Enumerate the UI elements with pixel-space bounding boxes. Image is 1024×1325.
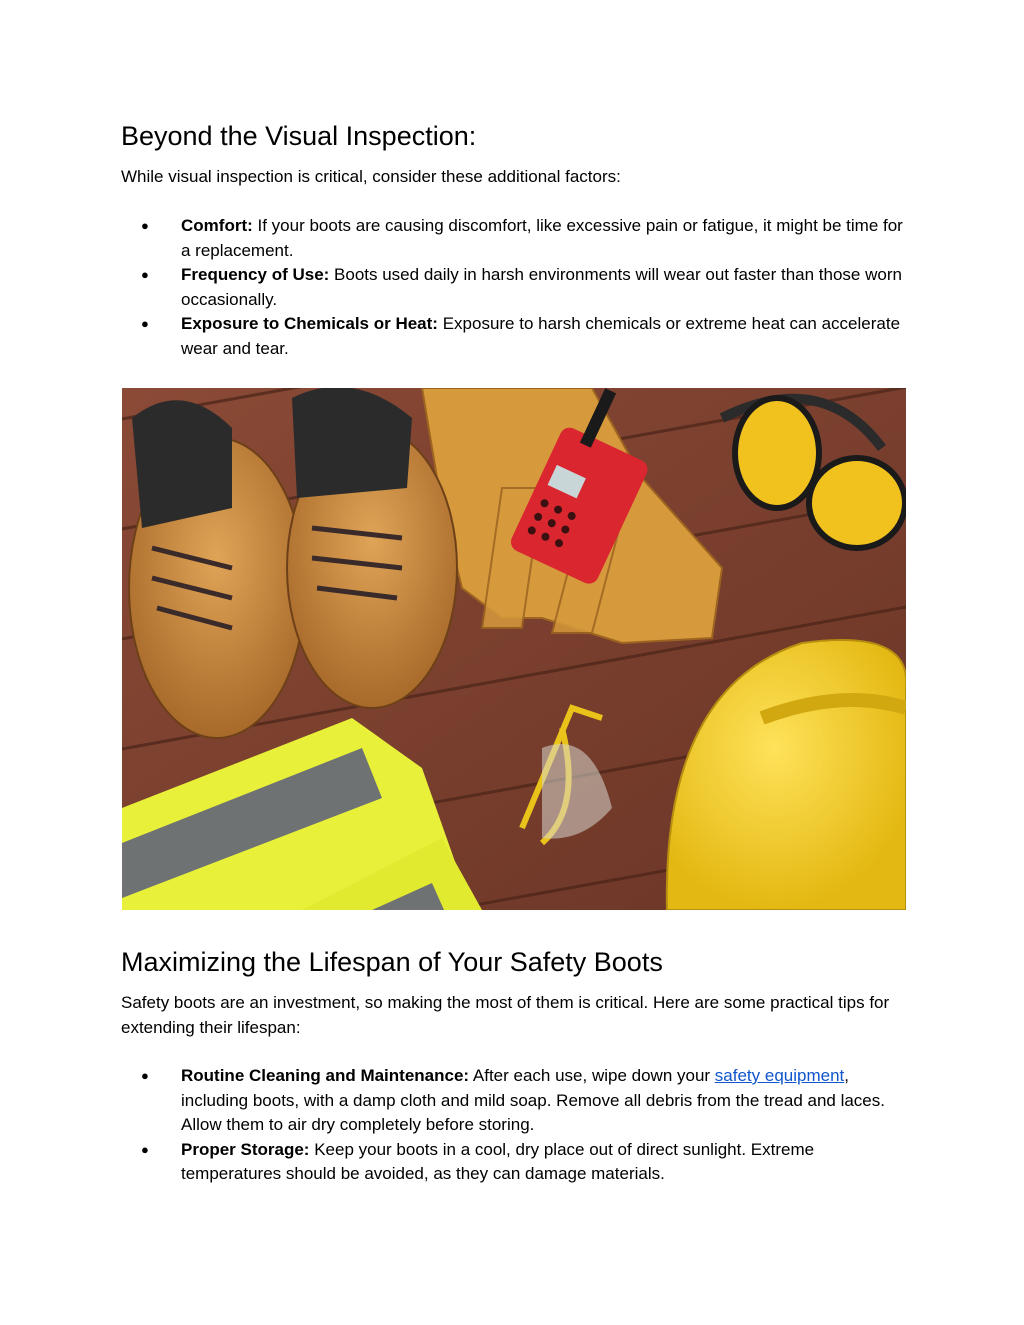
- list-item-term: Routine Cleaning and Maintenance:: [181, 1066, 470, 1085]
- bullet-icon: ●: [141, 1068, 149, 1083]
- section-heading-lifespan: Maximizing the Lifespan of Your Safety Boots: [121, 947, 663, 977]
- list-item: [121, 1138, 911, 1187]
- section-heading-visual-inspection: Beyond the Visual Inspection:: [121, 121, 477, 151]
- list-item-text: Keep your boots in a cool, dry place out of direct sunlight. Extreme temperatures should be avoided, as they can damage materials.: [181, 1139, 815, 1183]
- list-item-text: Exposure to harsh chemicals or extreme heat can accelerate wear and tear.: [181, 314, 901, 358]
- list-item-text: , including boots, with a damp cloth and mild soap. Remove all debris from the tread and laces. Allow them to air dry completely before storing.: [181, 1066, 885, 1134]
- list-item-term: Proper Storage:: [181, 1139, 310, 1159]
- list-item-text: If your boots are causing discomfort, like excessive pain or fatigue, it might be time for a replacement.: [181, 216, 903, 260]
- bullet-icon: ●: [141, 267, 149, 282]
- list-item: [121, 312, 911, 361]
- list-item-term: Comfort:: [181, 216, 253, 235]
- list-item: [121, 1064, 911, 1138]
- list-item: [121, 214, 911, 263]
- list-item-text: Boots used daily in harsh environments will wear out faster than those worn occasionally.: [181, 265, 902, 309]
- bullet-icon: ●: [141, 1141, 149, 1157]
- list-item-term: Exposure to Chemicals or Heat:: [181, 314, 438, 333]
- list-item-term: Frequency of Use:: [181, 265, 330, 284]
- bullet-icon: ●: [141, 316, 149, 331]
- list-item: [121, 263, 911, 312]
- safety-equipment-link[interactable]: safety equipment: [714, 1066, 845, 1085]
- section-intro: While visual inspection is critical, consider these additional factors:: [121, 167, 621, 186]
- factors-list: [121, 214, 911, 361]
- safety-gear-photo: [122, 388, 906, 910]
- bullet-icon: ●: [141, 218, 149, 233]
- list-item-text: After each use, wipe down your: [469, 1066, 715, 1085]
- tips-list: [121, 1064, 911, 1187]
- section-intro: Safety boots are an investment, so making the most of them is critical. Here are some practical tips for extending their lifespan:: [121, 993, 890, 1037]
